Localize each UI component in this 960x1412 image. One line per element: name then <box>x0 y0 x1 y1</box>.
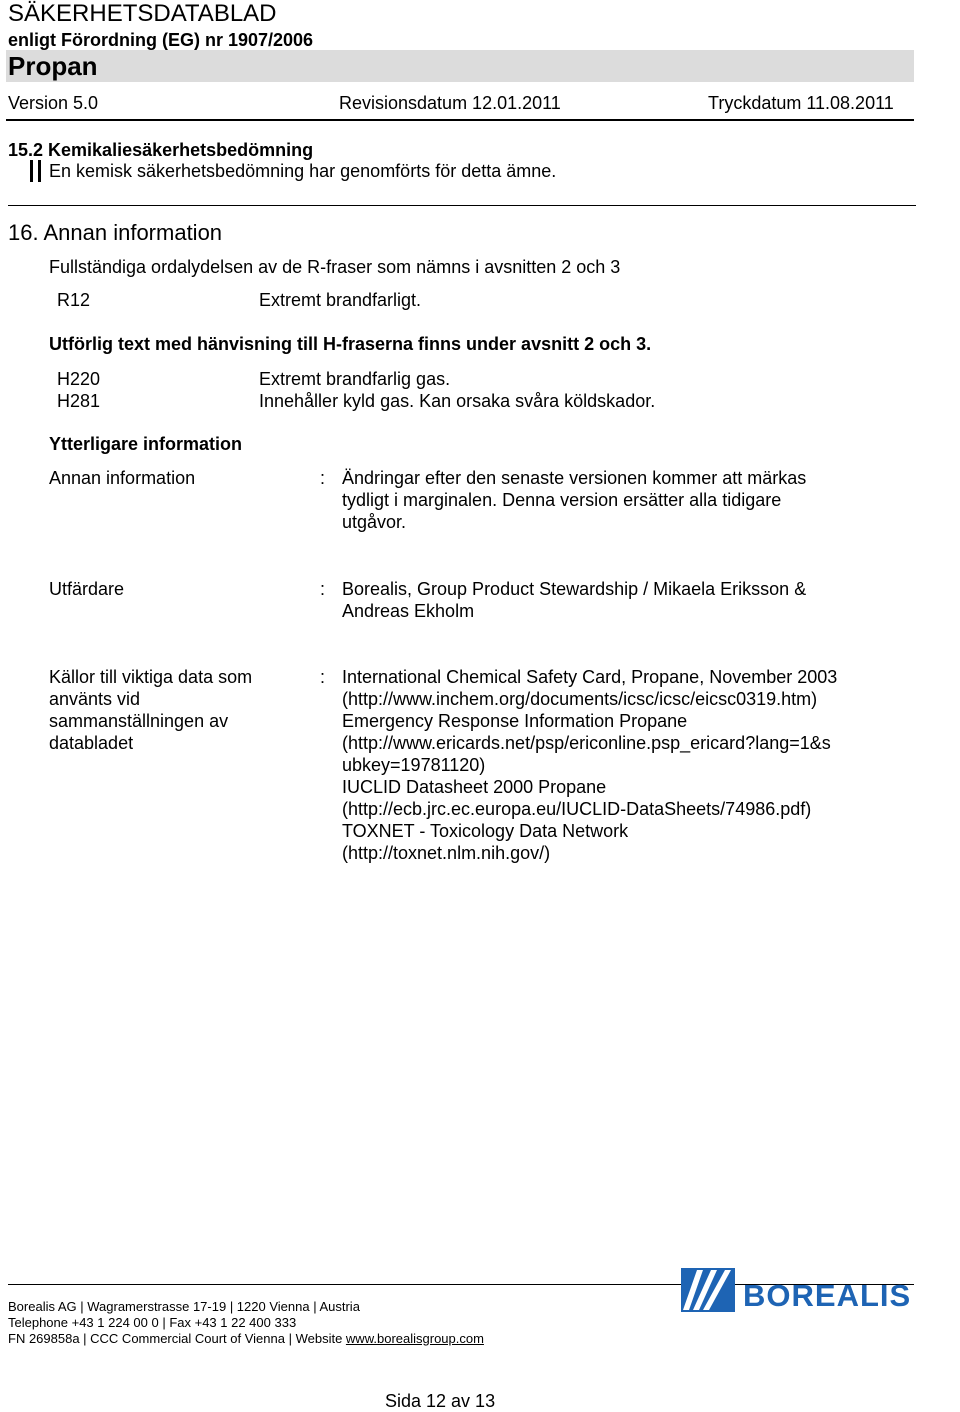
h-phrase-code: H220 <box>57 369 101 389</box>
section-15-text: En kemisk säkerhetsbedömning har genomförts för detta ämne. <box>49 161 557 181</box>
further-info-heading: Ytterligare information <box>49 434 243 454</box>
label-line: Utfärdare <box>49 579 125 599</box>
label-line: Källor till viktiga data som <box>49 667 253 687</box>
item-value <box>342 578 806 622</box>
section-15-heading: 15.2 Kemikaliesäkerhetsbedömning <box>8 140 314 160</box>
footer-address: Borealis AG | Wagramerstrasse 17-19 | 1220 Vienna | Austria <box>8 1299 360 1314</box>
label-line: databladet <box>49 733 134 753</box>
document-title: SÄKERHETSDATABLAD <box>8 0 277 27</box>
value-line: International Chemical Safety Card, Propane, November 2003 <box>342 667 838 687</box>
h-phrases-heading: Utförlig text med hänvisning till H-fraserna finns under avsnitt 2 och 3. <box>49 334 652 354</box>
value-line: Ändringar efter den senaste versionen kommer att märkas <box>342 468 807 488</box>
item-colon: : <box>320 667 326 687</box>
footer-registration <box>8 1331 484 1346</box>
value-line: Emergency Response Information Propane <box>342 711 688 731</box>
section-divider <box>8 205 916 206</box>
value-line[interactable]: (http://www.ericards.net/psp/ericonline.psp_ericard?lang=1&s <box>342 733 831 753</box>
value-line: Borealis, Group Product Stewardship / Mikaela Eriksson & <box>342 579 807 599</box>
footer-phone: Telephone +43 1 224 00 0 | Fax +43 1 22 400 333 <box>8 1315 297 1330</box>
item-label <box>49 578 124 600</box>
item-value <box>342 666 837 864</box>
borealis-logo <box>681 1266 953 1316</box>
item-colon: : <box>320 579 326 599</box>
item-label <box>49 666 252 754</box>
value-line: Andreas Ekholm <box>342 601 475 621</box>
value-line[interactable]: (http://toxnet.nlm.nih.gov/) <box>342 843 551 863</box>
print-date: Tryckdatum 11.08.2011 <box>708 93 894 113</box>
r-phrase-code: R12 <box>57 290 91 310</box>
footer-registration-text: FN 269858a | CCC Commercial Court of Vienna | Website <box>8 1331 346 1346</box>
value-line: TOXNET - Toxicology Data Network <box>342 821 629 841</box>
value-line: tydligt i marginalen. Denna version ersätter alla tidigare <box>342 490 782 510</box>
h-phrase-code: H281 <box>57 391 101 411</box>
label-line: Annan information <box>49 468 196 488</box>
change-marker <box>30 160 33 182</box>
version-label: Version 5.0 <box>8 93 99 113</box>
product-name: Propan <box>8 51 98 81</box>
r-phrase-text: Extremt brandfarligt. <box>259 290 422 310</box>
value-line[interactable]: (http://www.inchem.org/documents/icsc/icsc/eicsc0319.htm) <box>342 689 818 709</box>
header-rule <box>6 119 914 121</box>
page-number: Sida 12 av 13 <box>385 1391 496 1411</box>
label-line: använts vid <box>49 689 141 709</box>
change-marker <box>38 160 41 182</box>
item-colon: : <box>320 468 326 488</box>
h-phrase-text: Innehåller kyld gas. Kan orsaka svåra köldskador. <box>259 391 656 411</box>
product-bar <box>6 50 914 82</box>
value-line[interactable]: ubkey=19781120) <box>342 755 486 775</box>
logo-wordmark: BOREALIS <box>743 1278 912 1313</box>
revision-date: Revisionsdatum 12.01.2011 <box>339 93 561 113</box>
section-16-heading: 16. Annan information <box>8 220 223 245</box>
label-line: sammanställningen av <box>49 711 229 731</box>
value-line: IUCLID Datasheet 2000 Propane <box>342 777 607 797</box>
value-line: utgåvor. <box>342 512 407 532</box>
website-link[interactable]: www.borealisgroup.com <box>345 1331 484 1346</box>
r-phrases-heading: Fullständiga ordalydelsen av de R-fraser som nämns i avsnitten 2 och 3 <box>49 257 621 277</box>
regulation-subtitle: enligt Förordning (EG) nr 1907/2006 <box>8 30 314 50</box>
value-line[interactable]: (http://ecb.jrc.ec.europa.eu/IUCLID-DataSheets/74986.pdf) <box>342 799 812 819</box>
item-value <box>342 467 806 533</box>
item-label <box>49 467 195 489</box>
h-phrase-text: Extremt brandfarlig gas. <box>259 369 451 389</box>
